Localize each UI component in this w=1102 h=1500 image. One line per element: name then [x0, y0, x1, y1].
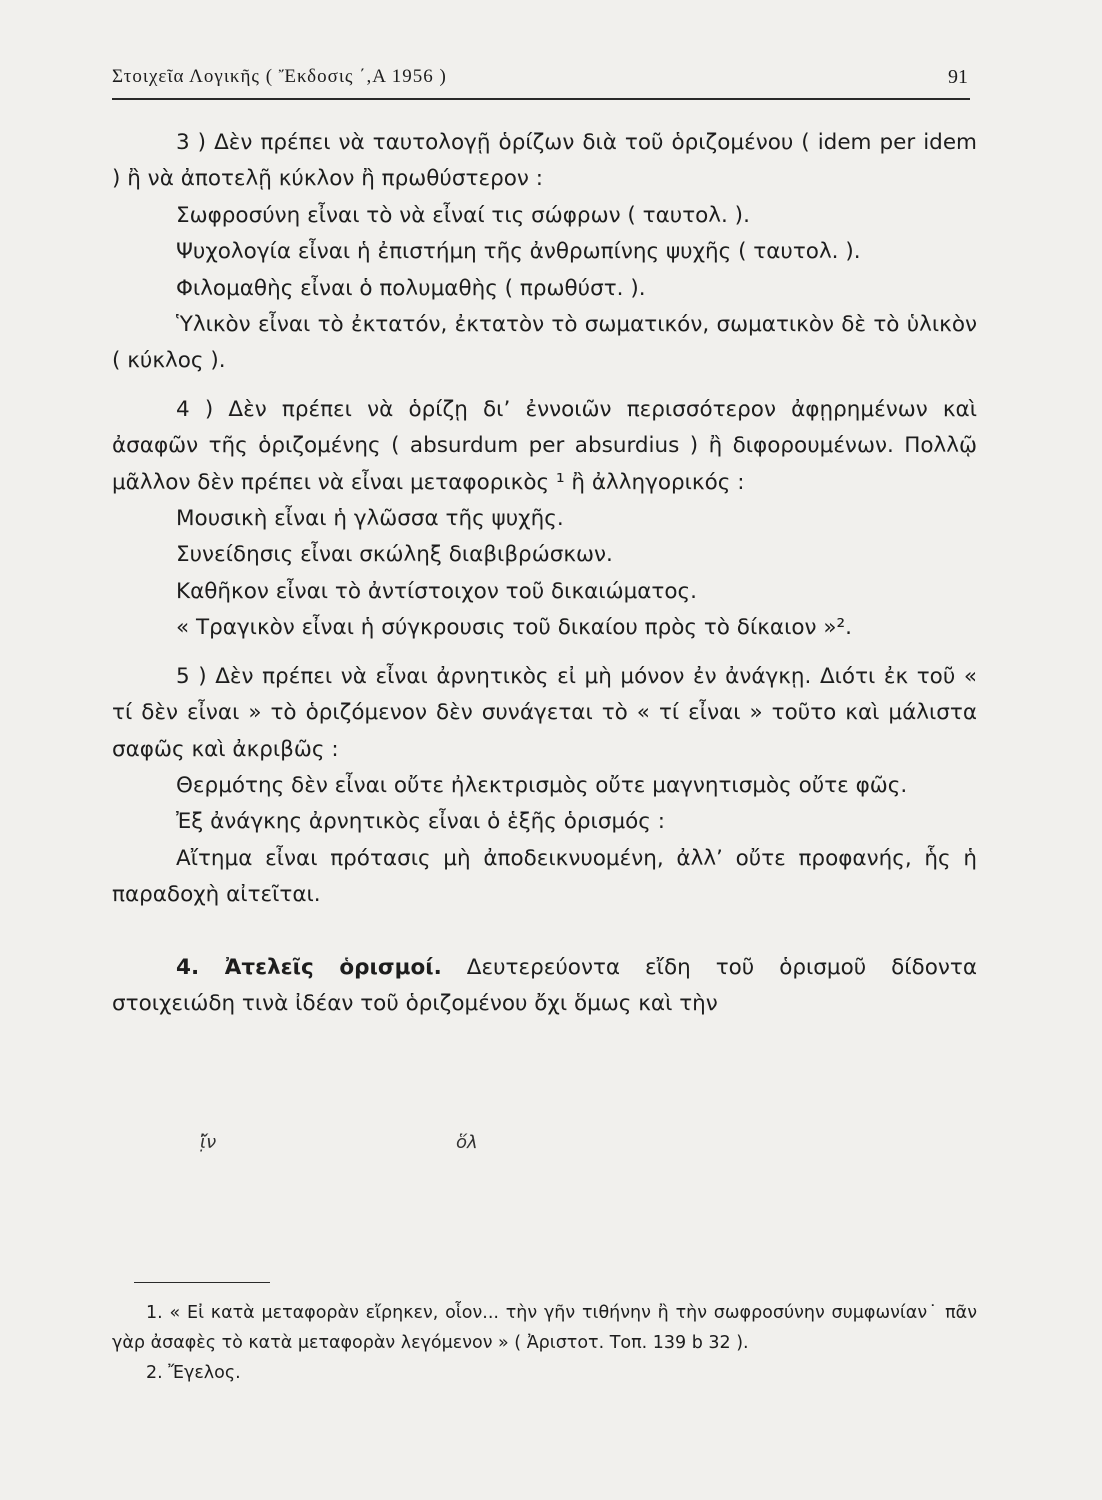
rule-5-heading: 5 ) Δὲν πρέπει νὰ εἶναι ἀρνητικὸς εἰ μὴ μόνον ἐν ἀνάγκῃ. Διότι ἐκ τοῦ « τί δὲν εἶναι » τὸ ὁριζόμενον δὲν συνάγεται τὸ « τί εἶναι » τοῦτο καὶ μάλιστα σαφῶς καὶ ἀκριβῶς : [112, 663, 977, 762]
rule-3-example-3: Φιλομαθὴς εἶναι ὁ πολυμαθὴς ( πρωθύστ. ). [176, 275, 646, 301]
handwritten-note-1: ἴ̣̃ν [200, 1132, 217, 1153]
footnote-divider [134, 1282, 270, 1283]
section-4-paragraph [112, 950, 977, 1023]
footnote-2: 2. Ἔγελος. [146, 1363, 241, 1383]
header-title: Στοιχεῖα Λογικῆς ( Ἔκδοσις ΄,Α 1956 ) [112, 66, 447, 87]
rule-4-heading: 4 ) Δὲν πρέπει νὰ ὁρίζῃ δι’ ἐννοιῶν περισσότερον ἀφῃρημένων καὶ ἀσαφῶν τῆς ὁριζομένης ( absurdum per absurdius ) ἢ διφορουμένων. Πολλῷ μᾶλλον δὲν πρέπει νὰ εἶναι μεταφορικὸς ¹ ἢ ἀλληγορικός : [112, 396, 977, 495]
rule-3-example-1: Σωφροσύνη εἶναι τὸ νὰ εἶναί τις σώφρων ( ταυτολ. ). [176, 202, 750, 228]
rule-4-example-1: Μουσικὴ εἶναι ἡ γλῶσσα τῆς ψυχῆς. [176, 506, 564, 532]
rule-4-example-4: « Τραγικὸν εἶναι ἡ σύγκρουσις τοῦ δικαίου πρὸς τὸ δίκαιον »². [176, 615, 852, 641]
rule-5-note: Ἐξ ἀνάγκης ἀρνητικὸς εἶναι ὁ ἑξῆς ὁρισμός : [176, 809, 665, 835]
page-number: 91 [948, 66, 968, 88]
footnotes [112, 1298, 977, 1388]
footnote-1: 1. « Εἰ κατὰ μεταφορὰν εἴρηκεν, οἷον... τὴν γῆν τιθήνην ἢ τὴν σωφροσύνην συμφωνίαν˙ πᾶν γὰρ ἀσαφὲς τὸ κατὰ μεταφορὰν λεγόμενον » ( Ἀριστοτ. Τοπ. 139 b 32 ). [112, 1303, 977, 1353]
rule-3-example-4: Ὑλικὸν εἶναι τὸ ἐκτατόν, ἐκτατὸν τὸ σωματικόν, σωματικὸν δὲ τὸ ὑλικὸν ( κύκλος ). [112, 312, 977, 374]
rule-4-example-2: Συνείδησις εἶναι σκώληξ διαβιβρώσκων. [176, 542, 613, 568]
rule-4-example-3: Καθῆκον εἶναι τὸ ἀντίστοιχον τοῦ δικαιώματος. [176, 578, 697, 604]
running-header [112, 64, 970, 100]
handwritten-note-2: ὅλ [456, 1132, 478, 1153]
rule-3-heading: 3 ) Δὲν πρέπει νὰ ταυτολογῇ ὁρίζων διὰ τοῦ ὁριζομένου ( idem per idem ) ἢ νὰ ἀποτελῇ κύκλον ἢ πρωθύστερον : [112, 130, 977, 192]
section-4-text: Δευτερεύοντα εἴδη τοῦ ὁρισμοῦ δίδοντα στοιχειώδη τινὰ ἰδέαν τοῦ ὁριζομένου ὄχι ὅμως καὶ τὴν [112, 954, 977, 1016]
rule-3-example-2: Ψυχολογία εἶναι ἡ ἐπιστήμη τῆς ἀνθρωπίνης ψυχῆς ( ταυτολ. ). [176, 239, 861, 265]
rule-5-example-2: Αἴτημα εἶναι πρότασις μὴ ἀποδεικνυομένη, ἀλλ’ οὔτε προφανής, ἧς ἡ παραδοχὴ αἰτεῖται. [112, 845, 977, 908]
section-4-label: 4. Ἀτελεῖς ὁρισμοί. [176, 954, 442, 980]
rule-5-example-1: Θερμότης δὲν εἶναι οὔτε ἠλεκτρισμὸς οὔτε μαγνητισμὸς οὔτε φῶς. [176, 772, 908, 798]
body-text [112, 125, 977, 1022]
